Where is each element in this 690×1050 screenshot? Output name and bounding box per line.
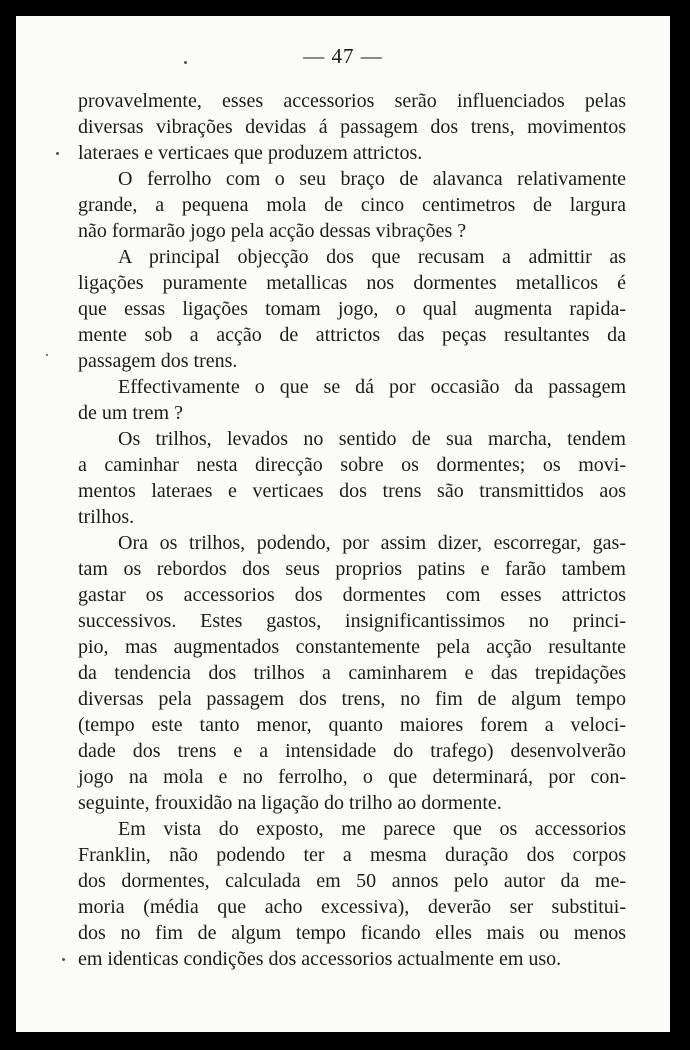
paragraph [78,426,626,530]
text-line: Os trilhos, levados no sentido de sua marcha, tendem [118,428,626,450]
text-line: dos dormentes, calculada em 50 annos pelo autor da me- [78,870,626,892]
page-number: — 47 — [303,44,383,68]
text-line: passagem dos trens. [78,350,238,372]
text-line: grande, a pequena mola de cinco centimetros de largura [78,194,626,216]
text-line: não formarão jogo pela acção dessas vibrações ? [78,220,467,242]
text-line: trilhos. [78,506,135,528]
text-line: mentos lateraes e verticaes dos trens são transmittidos aos [78,480,626,502]
body-text [78,88,626,972]
text-line: gastar os accessorios dos dormentes com esses attrictos [78,584,626,606]
text-line: pio, mas augmentados constantemente pela acção resultante [78,636,626,658]
text-line: mente sob a acção de attrictos das peças resultantes da [78,324,626,346]
text-line: A principal objecção dos que recusam a admittir as [118,246,626,268]
text-line: que essas ligações tomam jogo, o qual augmenta rapida- [78,298,626,320]
text-line: a caminhar nesta direcção sobre os dormentes; os movi- [78,454,626,476]
text-line: Franklin, não podendo ter a mesma duração dos corpos [78,844,626,866]
paragraph [78,88,626,166]
scan-speck [184,61,187,64]
text-line: Ora os trilhos, podendo, por assim dizer, escorregar, gas- [118,532,626,554]
scan-speck [56,152,59,155]
text-line: seguinte, frouxidão na ligação do trilho ao dormente. [78,792,502,814]
text-line: dos no fim de algum tempo ficando elles mais ou menos [78,922,626,944]
text-line: jogo na mola e no ferrolho, o que determinará, por con- [78,766,626,788]
paragraph [78,166,626,244]
paragraph [78,816,626,972]
text-line: O ferrolho com o seu braço de alavanca relativamente [118,168,626,190]
text-line: de um trem ? [78,402,183,424]
scan-speck [62,958,65,961]
text-line: moria (média que acho excessiva), deverão ser substitui- [78,896,626,918]
paragraph [78,374,626,426]
page-frame [16,16,670,1032]
scan-speck [46,354,48,356]
text-line: tam os rebordos dos seus proprios patins e farão tambem [78,558,626,580]
text-line: diversas pela passagem dos trens, no fim de algum tempo [78,688,626,710]
paragraph [78,244,626,374]
text-line: successivos. Estes gastos, insignificantissimos no princi- [78,610,626,632]
text-line: em identicas condições dos accessorios actualmente em uso. [78,948,562,970]
text-line: dade dos trens e a intensidade do trafego) desenvolverão [78,740,626,762]
text-line: diversas vibrações devidas á passagem dos trens, movimentos [78,116,626,138]
paragraph [78,530,626,816]
text-line: lateraes e verticaes que produzem attrictos. [78,142,423,164]
text-line: da tendencia dos trilhos a caminharem e das trepidações [78,662,626,684]
text-line: (tempo este tanto menor, quanto maiores forem a veloci- [78,714,626,736]
text-line: ligações puramente metallicas nos dormentes metallicos é [78,272,626,294]
text-line: Em vista do exposto, me parece que os accessorios [118,818,626,840]
text-line: Effectivamente o que se dá por occasião da passagem [118,376,626,398]
text-line: provavelmente, esses accessorios serão influenciados pelas [78,90,626,112]
